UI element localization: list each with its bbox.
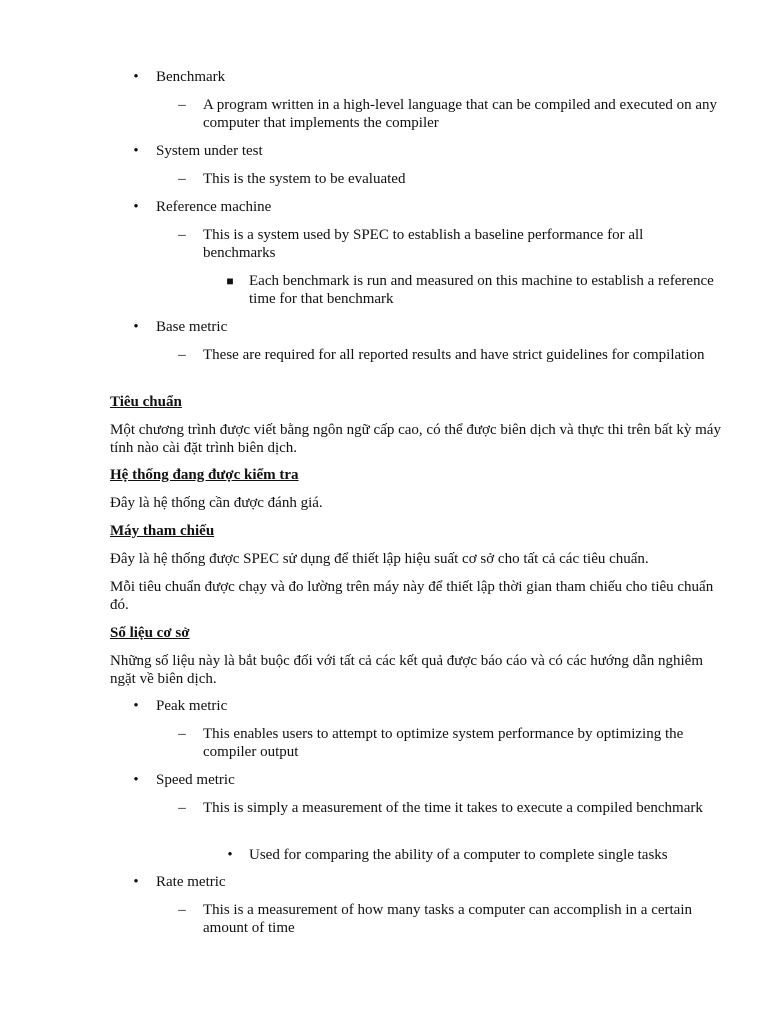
list-item-label: Benchmark [156, 69, 226, 85]
list-item-label: Speed metric [156, 772, 235, 788]
bullet-marker: • [133, 199, 139, 215]
list-item-label: Base metric [156, 319, 228, 335]
bullet-marker: • [133, 143, 139, 159]
paragraph: Mỗi tiêu chuẩn được chạy và đo lường trên máy này để thiết lập thời gian tham chiếu cho tiêu chuẩn đó. [110, 579, 714, 613]
dash-marker: – [178, 347, 186, 363]
paragraph: Đây là hệ thống cần được đánh giá. [110, 495, 323, 511]
dash-marker: – [178, 227, 186, 243]
heading-he-thong: Hệ thống đang được kiểm tra [110, 467, 299, 483]
bullet-marker: • [227, 847, 233, 863]
paragraph: Đây là hệ thống được SPEC sử dụng để thiết lập hiệu suất cơ sở cho tất cả các tiêu chuẩn. [110, 551, 649, 567]
bullet-marker: • [133, 319, 139, 335]
sub-item-text: This is simply a measurement of the time it takes to execute a compiled benchmark [203, 800, 703, 816]
sub-item-text: This is a measurement of how many tasks a computer can accomplish in a certain amount of time [203, 902, 693, 936]
heading-tieu-chuan: Tiêu chuẩn [110, 394, 182, 410]
dash-marker: – [178, 726, 186, 742]
dash-marker: – [178, 97, 186, 113]
sub-item-text: This is the system to be evaluated [203, 171, 406, 187]
bullet-marker: • [133, 698, 139, 714]
list-item-label: Peak metric [156, 698, 228, 714]
sub-item-text: This is a system used by SPEC to establish a baseline performance for all benchmarks [203, 227, 644, 261]
bullet-marker: • [133, 772, 139, 788]
dash-marker: – [178, 902, 186, 918]
list-item-label: Rate metric [156, 874, 226, 890]
sub-sub-item-text: Used for comparing the ability of a computer to complete single tasks [249, 847, 668, 863]
list-item-label: Reference machine [156, 199, 272, 215]
sub-sub-item-text: Each benchmark is run and measured on this machine to establish a reference time for that benchmark [249, 273, 714, 307]
paragraph: Một chương trình được viết bằng ngôn ngữ cấp cao, có thể được biên dịch và thực thi trên bất kỳ máy tính nào cài đặt trình biên dịch. [110, 422, 721, 456]
heading-may-tham-chieu: Máy tham chiếu [110, 523, 215, 539]
paragraph: Những số liệu này là bắt buộc đối với tất cả các kết quả được báo cáo và có các hướng dẫn nghiêm ngặt về biên dịch. [110, 653, 703, 687]
bullet-marker: • [133, 874, 139, 890]
square-marker: ■ [226, 274, 234, 288]
heading-so-lieu-co-so: Số liệu cơ sở [110, 625, 190, 641]
bullet-marker: • [133, 69, 139, 85]
sub-item-text: These are required for all reported results and have strict guidelines for compilation [203, 347, 705, 363]
dash-marker: – [178, 800, 186, 816]
dash-marker: – [178, 171, 186, 187]
sub-item-text: This enables users to attempt to optimize system performance by optimizing the compiler output [203, 726, 684, 760]
sub-item-text: A program written in a high-level language that can be compiled and executed on any computer that implements the compiler [203, 97, 717, 131]
list-item-label: System under test [156, 143, 263, 159]
